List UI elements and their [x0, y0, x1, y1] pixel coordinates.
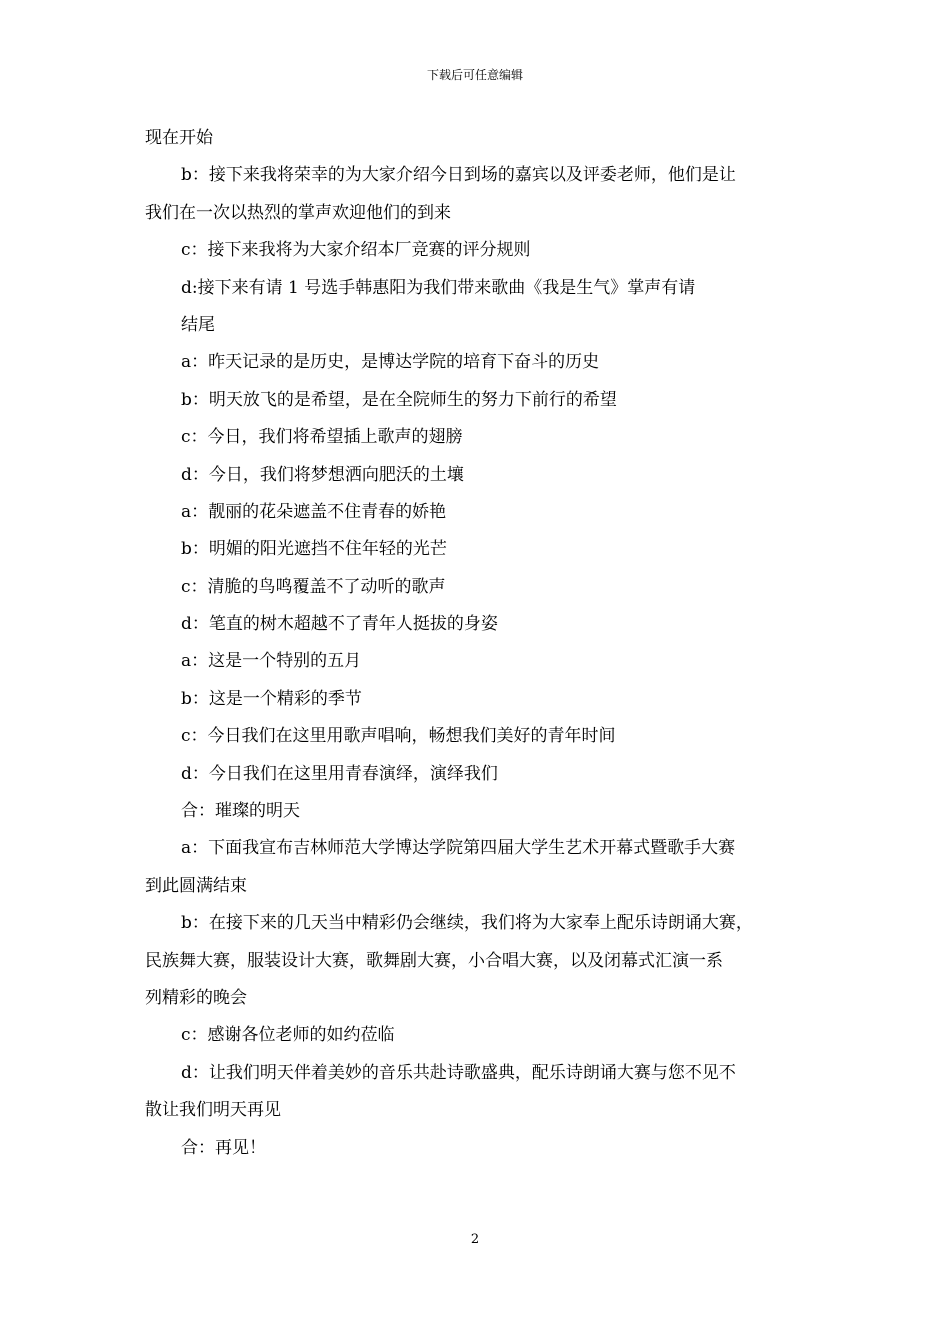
text-line: 列精彩的晚会 [145, 987, 247, 1008]
text-line: 结尾 [181, 314, 215, 335]
text-line: d:接下来有请 1 号选手韩惠阳为我们带来歌曲《我是生气》掌声有请 [181, 277, 696, 298]
page-header-note: 下载后可任意编辑 [426, 68, 523, 82]
document-body [145, 120, 810, 1167]
text-line: 我们在一次以热烈的掌声欢迎他们的到来 [145, 202, 451, 223]
page-number: 2 [470, 1232, 480, 1247]
text-line: 散让我们明天再见 [145, 1100, 281, 1121]
text-line: b：在接下来的几天当中精彩仍会继续，我们将为大家奉上配乐诗朗诵大赛， [181, 913, 753, 934]
text-line: c：今日我们在这里用歌声唱响，畅想我们美好的青年时间 [181, 726, 616, 747]
text-line: 合：璀璨的明天 [181, 801, 300, 822]
text-line: 民族舞大赛，服装设计大赛，歌舞剧大赛，小合唱大赛，以及闭幕式汇演一系 [145, 950, 723, 971]
text-line: 现在开始 [145, 128, 213, 148]
text-line: d：今日，我们将梦想洒向肥沃的土壤 [181, 464, 464, 485]
text-line: a：下面我宣布吉林师范大学博达学院第四届大学生艺术开幕式暨歌手大赛 [181, 838, 736, 859]
text-line: c：接下来我将为大家介绍本厂竞赛的评分规则 [181, 240, 531, 261]
text-line: a：靓丽的花朵遮盖不住青春的娇艳 [181, 501, 447, 522]
text-line: b：接下来我将荣幸的为大家介绍今日到场的嘉宾以及评委老师，他们是让 [181, 165, 736, 186]
text-line: b：这是一个精彩的季节 [181, 688, 362, 709]
text-line: d：让我们明天伴着美妙的音乐共赴诗歌盛典，配乐诗朗诵大赛与您不见不 [181, 1062, 736, 1083]
text-line: d：今日我们在这里用青春演绎，演绎我们 [181, 763, 498, 784]
text-line: c：感谢各位老师的如约莅临 [181, 1025, 395, 1046]
text-line: a：这是一个特别的五月 [181, 651, 362, 672]
text-line: c：清脆的鸟鸣覆盖不了动听的歌声 [181, 576, 446, 597]
text-line: b：明媚的阳光遮挡不住年轻的光芒 [181, 539, 447, 560]
text-line: a：昨天记录的是历史，是博达学院的培育下奋斗的历史 [181, 352, 600, 373]
text-line: 到此圆满结束 [145, 875, 247, 896]
text-line: d：笔直的树木超越不了青年人挺拔的身姿 [181, 614, 498, 635]
text-line: b：明天放飞的是希望，是在全院师生的努力下前行的希望 [181, 389, 617, 410]
text-line: 合：再见！ [181, 1137, 266, 1158]
text-line: c：今日，我们将希望插上歌声的翅膀 [181, 427, 463, 448]
